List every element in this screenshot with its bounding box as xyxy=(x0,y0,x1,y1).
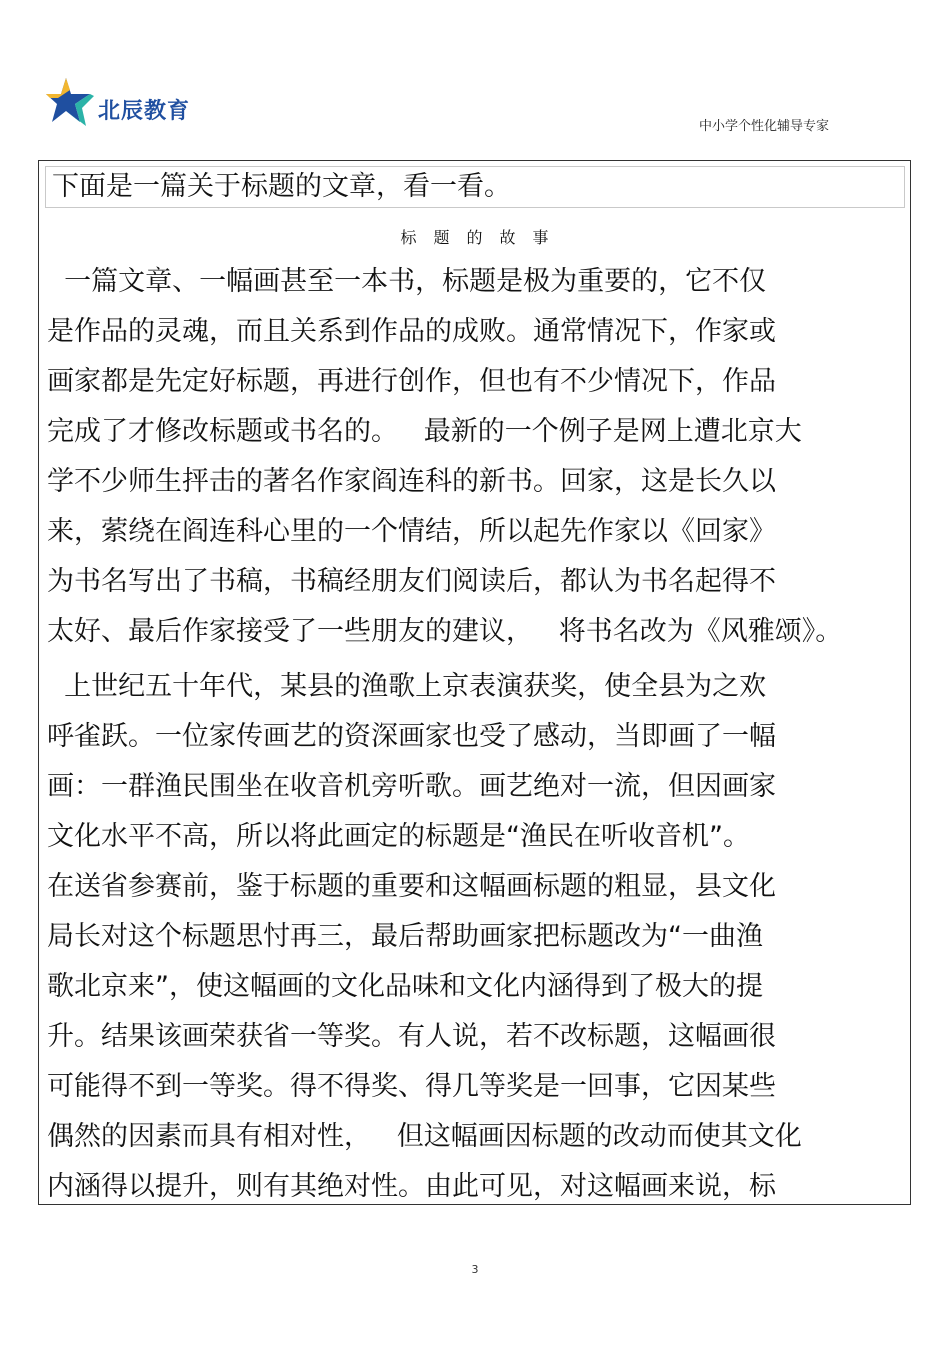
paragraph-line: 歌北京来”，使这幅画的文化品味和文化内涵得到了极大的提 xyxy=(47,971,763,1002)
article-title: 标题的故事 xyxy=(400,228,566,247)
header-tagline: 中小学个性化辅导专家 xyxy=(699,119,830,134)
paragraph-line: 太好、最后作家接受了一些朋友的建议， 将书名改为《风雅颂》。 xyxy=(47,616,843,647)
paragraph-line: 在送省参赛前，鉴于标题的重要和这幅画标题的粗显，县文化 xyxy=(47,871,776,902)
paragraph-line: 可能得不到一等奖。得不得奖、得几等奖是一回事，它因某些 xyxy=(47,1071,776,1102)
paragraph-line: 一篇文章、一幅画甚至一本书，标题是极为重要的，它不仅 xyxy=(47,266,767,297)
paragraph-line: 是作品的灵魂，而且关系到作品的成败。通常情况下，作家或 xyxy=(47,316,776,347)
paragraph-line: 为书名写出了书稿，书稿经朋友们阅读后，都认为书名起得不 xyxy=(47,566,776,597)
paragraph-line: 画：一群渔民围坐在收音机旁听歌。画艺绝对一流，但因画家 xyxy=(47,771,776,802)
paragraph-line: 画家都是先定好标题，再进行创作，但也有不少情况下，作品 xyxy=(47,366,776,397)
paragraph-line: 局长对这个标题思忖再三，最后帮助画家把标题改为“一曲渔 xyxy=(47,921,763,952)
content-frame xyxy=(38,160,911,1205)
logo-text: 北辰教育 xyxy=(98,99,191,124)
paragraph-1 xyxy=(47,257,911,657)
intro-box xyxy=(45,166,905,208)
paragraph-line: 偶然的因素而具有相对性， 但这幅画因标题的改动而使其文化 xyxy=(47,1121,802,1152)
page-number: 3 xyxy=(471,1263,479,1276)
intro-text: 下面是一篇关于标题的文章，看一看。 xyxy=(52,171,511,202)
paragraph-line: 升。结果该画荣获省一等奖。有人说，若不改标题，这幅画很 xyxy=(47,1021,776,1052)
paragraph-line: 完成了才修改标题或书名的。 最新的一个例子是网上遭北京大 xyxy=(47,416,802,447)
paragraph-line: 呼雀跃。一位家传画艺的资深画家也受了感动，当即画了一幅 xyxy=(47,721,776,752)
paragraph-line: 来，萦绕在阎连科心里的一个情结，所以起先作家以《回家》 xyxy=(47,516,776,547)
paragraph-line: 内涵得以提升，则有其绝对性。由此可见，对这幅画来说，标 xyxy=(47,1171,776,1202)
paragraph-line: 文化水平不高，所以将此画定的标题是“渔民在听收音机”。 xyxy=(47,821,750,852)
paragraph-2 xyxy=(47,662,911,1205)
paragraph-line: 学不少师生抨击的著名作家阎连科的新书。回家，这是长久以 xyxy=(47,466,776,497)
brand-logo xyxy=(46,76,206,132)
paragraph-line: 上世纪五十年代，某县的渔歌上京表演获奖，使全县为之欢 xyxy=(47,671,767,702)
star-logo-icon xyxy=(46,76,98,132)
